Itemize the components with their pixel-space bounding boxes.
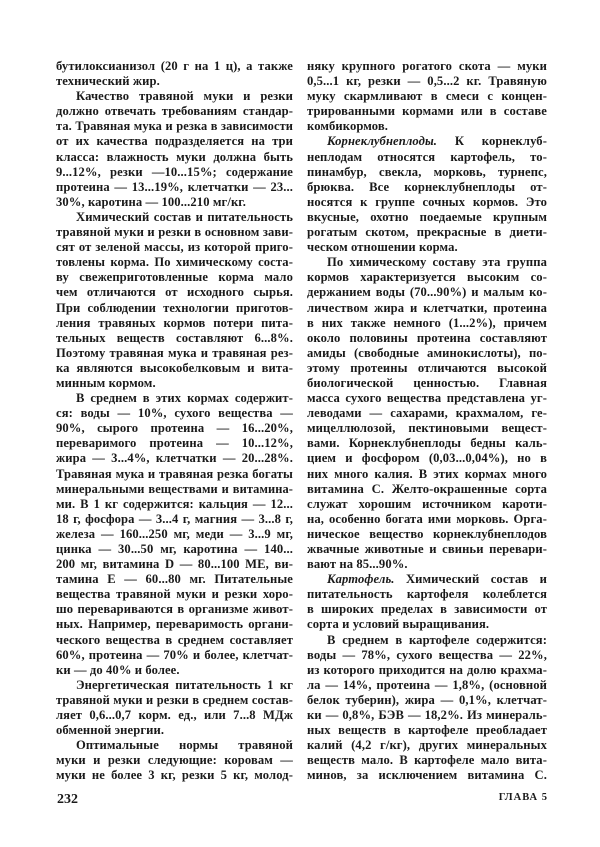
text-line: 60%, протеина — 70% и более, клетчат- <box>56 647 293 662</box>
text-line: травяной муки и резки в среднем состав- <box>56 692 293 707</box>
text-line: 200 мг, витамина D — 80...100 МЕ, ви- <box>56 557 293 572</box>
text-line: шо перевариваются в организме живот- <box>56 602 293 617</box>
text-line <box>307 572 547 587</box>
text-line: В среднем в картофеле содержится: <box>327 632 547 647</box>
text-line: биологической ценностью. Главная <box>307 375 547 390</box>
page-number: 232 <box>57 792 78 807</box>
text-line: неплодам относятся картофель, то- <box>307 149 547 164</box>
text-line: муку скармливают в смеси с концен- <box>307 89 547 104</box>
text-line: носятся к группе сочных кормов. Это <box>307 194 547 209</box>
paragraph <box>56 678 293 738</box>
text-line: жвачные животные и свиньи перевари- <box>307 542 547 556</box>
text-line: вещества травяной муки и резки хоро- <box>56 587 293 602</box>
text-line: них много калия. В этих кормах много <box>307 466 547 481</box>
text-line: ных. Например, переваримость органи- <box>56 617 293 632</box>
text-line: веществ мало. В картофеле мало вита- <box>307 753 547 768</box>
text-line: белок туберин), жира — 0,1%, клетчат- <box>307 692 547 707</box>
text-line: сят от зеленой массы, из которой приго- <box>56 240 293 255</box>
text-line: ми. В 1 кг содержится: кальция — 12... <box>56 496 293 511</box>
text-line: в них также немного (1...2%), причем <box>307 315 547 330</box>
text-line: брюква. Все корнеклубнеплоды от- <box>307 179 547 194</box>
text-line: минов, за исключением витамина С. <box>307 768 547 783</box>
text-line: на, особенно богата ими морковь. Орга- <box>307 511 547 526</box>
text-line: ки — до 40% и более. <box>56 662 180 677</box>
text-line: железа — 160...250 мг, меди — 3...9 мг, <box>56 526 293 541</box>
text-column-right <box>307 59 547 784</box>
paragraph-heading: Картофель. <box>327 572 395 587</box>
text-line: минным кормом. <box>56 375 156 390</box>
text-run: К корнеклуб- <box>437 134 547 149</box>
text-line: Энергетическая питательность 1 кг <box>76 677 293 692</box>
text-line: цинка — 30...50 мг, каротина — 140... <box>56 542 293 556</box>
paragraph <box>56 391 293 678</box>
text-line: травяной муки и резки в основном зави- <box>56 225 293 240</box>
paragraph <box>56 210 293 391</box>
text-line: муки и резки следующие: коровам — <box>56 753 293 768</box>
text-line <box>307 134 547 149</box>
text-line: мицеллюлозой, пектиновыми вещест- <box>307 421 547 436</box>
text-line: протеина — 13...19%, клетчатки — 23... <box>56 179 293 194</box>
text-line: минеральными веществами и витамина- <box>56 481 293 496</box>
paragraph <box>307 134 547 255</box>
text-line: амиды (свободные аминокислоты), по- <box>307 345 547 360</box>
paragraph <box>307 572 547 632</box>
text-line: В среднем в этих кормах содержит- <box>76 391 293 406</box>
text-line: ся: воды — 10%, сухого вещества — <box>56 406 293 421</box>
text-line: По химическому составу эта группа <box>327 255 547 270</box>
text-line: пинамбур, свекла, морковь, турнепс, <box>307 164 547 179</box>
text-line: ческом отношении корма. <box>307 240 458 255</box>
text-line: та. Травяная мука и резка в зависимости <box>56 119 293 134</box>
text-line: чем отличаются от исходного сырья. <box>56 285 293 300</box>
text-line: вами. Корнеклубнеплоды бедны каль- <box>307 436 547 451</box>
text-line: ления травяных кормов потери пита- <box>56 315 293 330</box>
text-line: Химический состав и питательность <box>76 209 293 224</box>
text-line: ла — 14%, протеина — 1,8%, (основной <box>307 677 547 692</box>
text-line: комбикормов. <box>307 119 389 134</box>
text-line: воды — 78%, сухого вещества — 22%, <box>307 647 547 662</box>
text-line: Травяная мука и травяная резка богаты <box>56 466 293 481</box>
text-line: бутилоксианизол (20 г на 1 ц), а также <box>56 59 293 73</box>
text-line: ляет 0,6...0,7 корм. ед., или 7...8 МДж <box>56 708 293 723</box>
text-line: служат хорошим источником кароти- <box>307 496 547 511</box>
text-line: Поэтому травяная мука и травяная рез- <box>56 345 293 360</box>
text-line: рогатым скотом, прекрасные в диети- <box>307 225 547 240</box>
text-line: товлены корма. По химическому соста- <box>56 255 293 270</box>
text-line: держанием воды (70...90%) и малым ко- <box>307 285 547 300</box>
text-line: обменной энергии. <box>56 723 165 738</box>
text-line: 18 г, фосфора — 3...4 г, магния — 3...8 г, <box>56 511 293 526</box>
text-line: масса сухого вещества представлена уг- <box>307 391 547 406</box>
text-line: ки — 0,8%, БЭВ — 18,2%. Из минераль- <box>307 708 547 723</box>
text-line: няку крупного рогатого скота — муки <box>307 59 547 73</box>
text-line: этому протеины отличаются высокой <box>307 360 547 375</box>
text-line: вают на 85...90%. <box>307 557 408 572</box>
text-line: технический жир. <box>56 74 160 89</box>
text-line: При соблюдении технологии приготов- <box>56 300 293 315</box>
text-line: кормов характеризуется высоким со- <box>307 270 547 285</box>
text-line: жира — 3...4%, клетчатки — 20...28%. <box>56 451 293 466</box>
text-line: 30%, каротина — 100...210 мг/кг. <box>56 194 246 209</box>
text-line: ка являются высокобелковым и вита- <box>56 360 293 375</box>
text-line: ническое вещество корнеклубнеплодов <box>307 526 547 541</box>
text-line: питательность картофеля колеблется <box>307 587 547 602</box>
text-line: от их качества подразделяется на три <box>56 134 293 149</box>
text-line: должно отвечать требованиям стандар- <box>56 104 293 119</box>
text-line: цием и фосфором (0,03...0,04%), но в <box>307 451 547 466</box>
paragraph <box>56 59 293 89</box>
paragraph-heading: Корнеклубнеплоды. <box>327 134 438 149</box>
text-line: ву свежеприготовленные корма мало <box>56 270 293 285</box>
text-line: класса: влажность муки должна быть <box>56 149 293 164</box>
paragraph <box>307 255 547 572</box>
text-line: Оптимальные нормы травяной <box>76 738 293 753</box>
text-line: ческого вещества в среднем составляет <box>56 632 293 647</box>
text-column-left <box>56 59 293 784</box>
paragraph <box>307 633 547 784</box>
paragraph <box>56 738 293 783</box>
text-line: из которого приходится на долю крахма- <box>307 662 547 677</box>
text-line: муки не более 3 кг, резки 5 кг, молод- <box>56 768 293 783</box>
text-line: вкусные, охотно поедаемые крупным <box>307 209 547 224</box>
text-line: Качество травяной муки и резки <box>76 89 293 104</box>
running-head: ГЛАВА 5 <box>498 792 548 803</box>
paragraph <box>56 89 293 210</box>
text-line: трированными кормами или в составе <box>307 104 547 119</box>
text-run: Химический состав и <box>394 572 547 587</box>
text-line: калий (4,2 г/кг), других минеральных <box>307 738 547 753</box>
text-line: 9...12%, резки —10...15%; содержание <box>56 164 293 179</box>
text-line: ных веществ в картофеле преобладает <box>307 723 547 738</box>
text-line: витамина С. Желто-окрашенные сорта <box>307 481 547 496</box>
text-line: переваримого протеина — 10...12%, <box>56 436 293 451</box>
text-line: около половины протеина составляют <box>307 330 547 345</box>
text-line: 90%, сырого протеина — 16...20%, <box>56 421 293 436</box>
text-line: 0,5...1 кг, резки — 0,5...2 кг. Травяную <box>307 74 547 89</box>
text-line: тельных веществ составляют 6...8%. <box>56 330 293 345</box>
text-line: в широких пределах в зависимости от <box>307 602 547 617</box>
text-line: личеством жира и клетчатки, протеина <box>307 300 547 315</box>
text-line: леводами — сахарами, крахмалом, ге- <box>307 406 547 421</box>
text-line: сорта и условий выращивания. <box>307 617 490 632</box>
text-line: тамина Е — 60...80 мг. Питательные <box>56 572 293 587</box>
paragraph <box>307 59 547 134</box>
